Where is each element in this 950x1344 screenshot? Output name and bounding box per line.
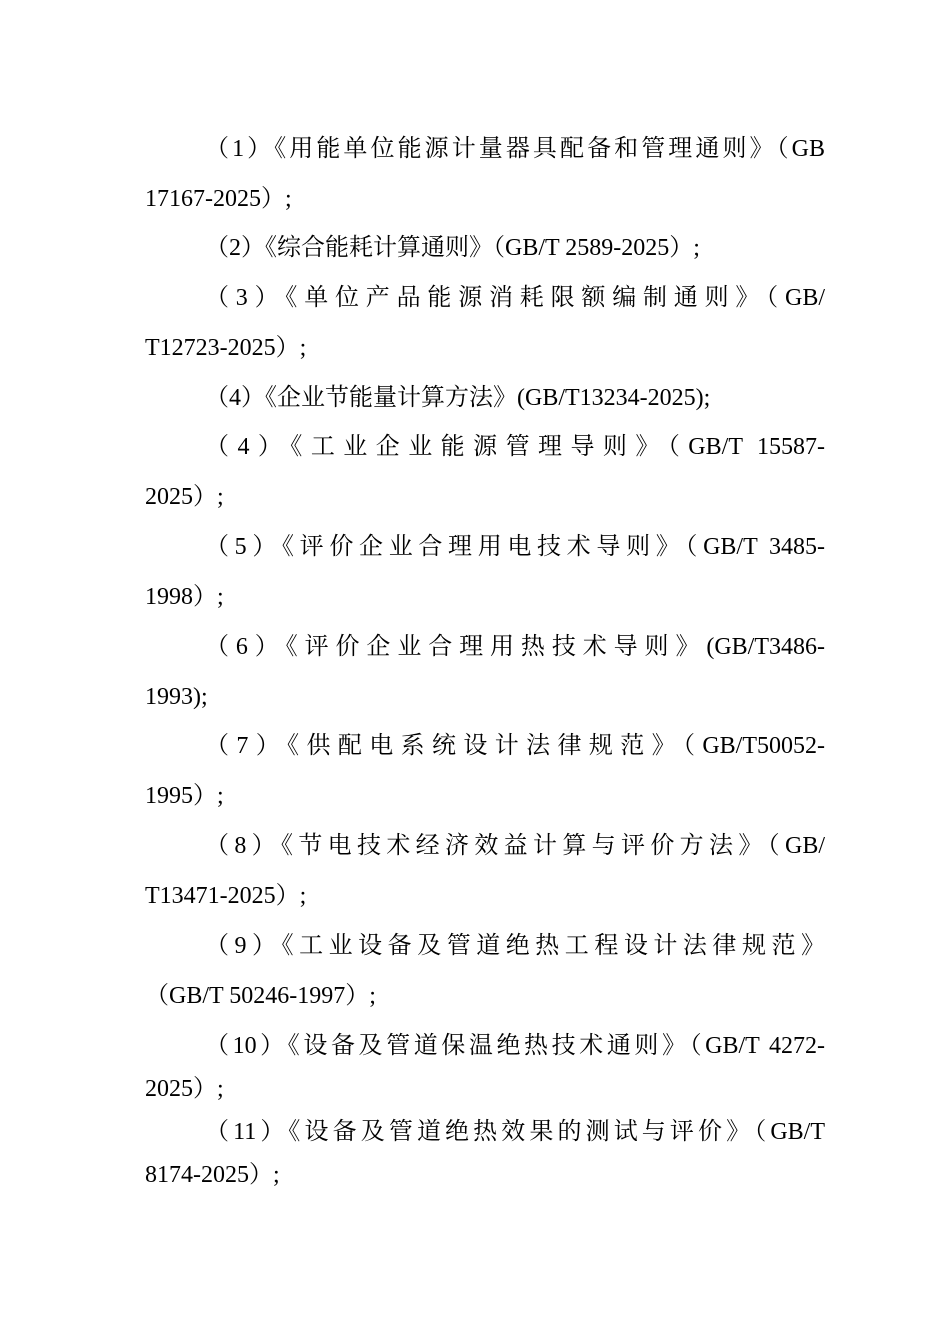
reference-line-4a: （4）《企业节能量计算方法》(GB/T13234-2025); — [205, 385, 711, 411]
reference-line-10-end: 2025）; — [145, 1076, 224, 1102]
reference-line-9-start: （9）《工业设备及管道绝热工程设计法律规范》 — [205, 933, 825, 959]
reference-line-4b-start: （4）《工业企业能源管理导则》（GB/T 15587- — [205, 434, 825, 460]
reference-line-8-start: （8）《节电技术经济效益计算与评价方法》（GB/ — [205, 833, 825, 859]
reference-line-10-start: （10）《设备及管道保温绝热技术通则》（GB/T 4272- — [205, 1033, 825, 1059]
reference-line-5-start: （5）《评价企业合理用电技术导则》（GB/T 3485- — [205, 534, 825, 560]
reference-line-1-end: 17167-2025）; — [145, 186, 292, 212]
reference-line-11-start: （11）《设备及管道绝热效果的测试与评价》（GB/T — [205, 1119, 825, 1145]
reference-line-5-end: 1998）; — [145, 584, 224, 610]
reference-line-3-end: T12723-2025）; — [145, 335, 307, 361]
reference-line-1-start: （1）《用能单位能源计量器具配备和管理通则》（GB — [205, 136, 825, 162]
reference-line-8-end: T13471-2025）; — [145, 883, 307, 909]
reference-line-9-end: （GB/T 50246-1997）; — [145, 983, 376, 1009]
reference-line-7-start: （7）《供配电系统设计法律规范》（GB/T50052- — [205, 733, 825, 759]
reference-line-6-end: 1993); — [145, 684, 208, 710]
reference-line-4b-end: 2025）; — [145, 484, 224, 510]
reference-line-6-start: （6）《评价企业合理用热技术导则》(GB/T3486- — [205, 634, 825, 660]
reference-line-7-end: 1995）; — [145, 783, 224, 809]
reference-line-3-start: （3）《单位产品能源消耗限额编制通则》（GB/ — [205, 285, 825, 311]
reference-line-11-end: 8174-2025）; — [145, 1162, 280, 1188]
reference-line-2: （2）《综合能耗计算通则》（GB/T 2589-2025）; — [205, 235, 700, 261]
